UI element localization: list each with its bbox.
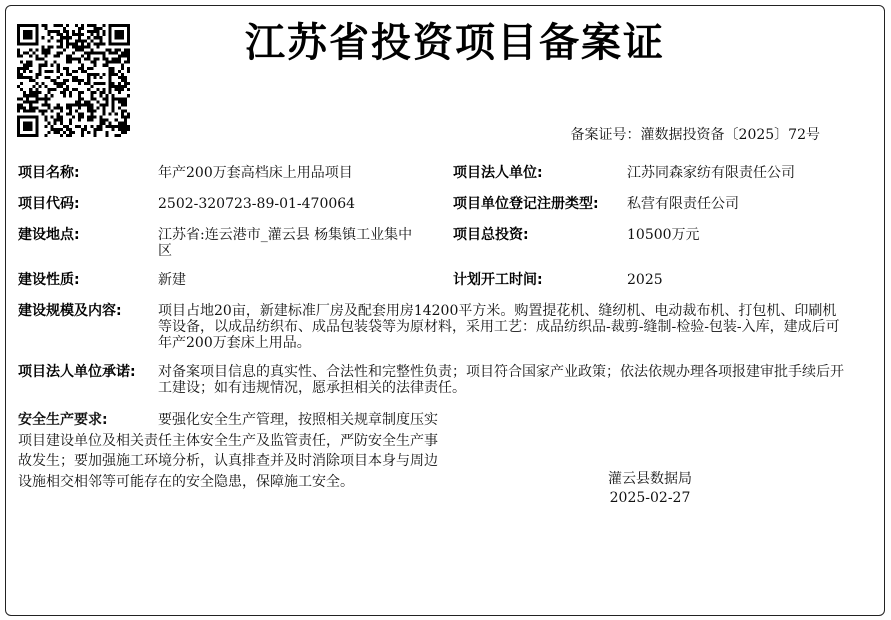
project-name-label: 项目名称:: [18, 165, 80, 181]
registration-type-label: 项目单位登记注册类型:: [453, 196, 599, 212]
qr-code-icon: [17, 24, 130, 137]
location-value: 江苏省:连云港市_灌云县 杨集镇工业集中区: [158, 227, 413, 259]
start-time-value: 2025: [627, 272, 663, 288]
project-code-value: 2502-320723-89-01-470064: [158, 196, 356, 212]
start-time-label: 计划开工时间:: [453, 272, 543, 288]
safety-requirements: [18, 410, 448, 492]
safety-label: 安全生产要求:: [18, 412, 108, 428]
nature-value: 新建: [158, 272, 186, 288]
total-investment-value: 10500万元: [627, 227, 700, 243]
project-name-value: 年产200万套高档床上用品项目: [158, 165, 353, 181]
record-number: 备案证号：灌数据投资备〔2025〕72号: [570, 127, 820, 143]
document-title: 江苏省投资项目备案证: [245, 19, 665, 66]
scale-value: 项目占地20亩，新建标准厂房及配套用房14200平方米。购置提花机、缝纫机、电动裁布机、打包机、印刷机等设备，以成品纺织布、成品包装袋等为原材料，采用工艺：成品纺织品-裁剪-缝制-检验-包装-入库，建成后可年产200万套床上用品。: [158, 303, 840, 351]
commitment-value: 对备案项目信息的真实性、合法性和完整性负责；项目符合国家产业政策；依法依规办理各项报建审批手续后开工建设；如有违规情况，愿承担相关的法律责任。: [158, 364, 844, 396]
scale-label: 建设规模及内容:: [18, 303, 122, 319]
legal-entity-value: 江苏同森家纺有限责任公司: [627, 165, 795, 181]
project-code-label: 项目代码:: [18, 196, 80, 212]
issuer-name: 灌云县数据局: [608, 471, 692, 487]
safety-text: 要强化安全生产管理，按照相关规章制度压实项目建设单位及相关责任主体安全生产及监管责任，严防安全生产事故发生；要加强施工环境分析，认真排查并及时消除项目本身与周边设施相交相邻等可能存在的安全隐患，保障施工安全。: [18, 412, 438, 490]
registration-type-value: 私营有限责任公司: [627, 196, 739, 212]
commitment-label: 项目法人单位承诺:: [18, 364, 136, 380]
legal-entity-label: 项目法人单位:: [453, 165, 543, 181]
nature-label: 建设性质:: [18, 272, 80, 288]
total-investment-label: 项目总投资:: [453, 227, 529, 243]
issue-date: 2025-02-27: [609, 490, 691, 506]
location-label: 建设地点:: [18, 227, 80, 243]
